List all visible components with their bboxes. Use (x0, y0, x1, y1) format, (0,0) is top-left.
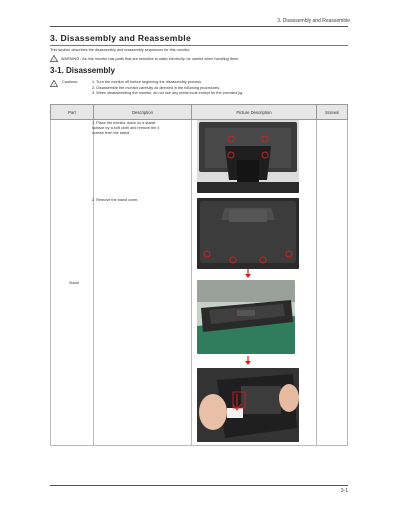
caution-item: 1. Turn the monitor off before beginning the disassembly process. (92, 80, 203, 84)
svg-text:!: ! (53, 56, 55, 62)
col-header-description: Description (94, 105, 192, 120)
step-1-text: 1. Place the monitor down on a stable surface by a soft cloth and remove the 4 screws from the stand. (92, 121, 160, 135)
page-number: 3-1 (340, 488, 348, 494)
caution-item: 3. When disassembling the monitor, do not use any metal tools except for the provided jig. (92, 91, 244, 96)
header-rule (50, 26, 348, 27)
cautions-block (50, 80, 243, 97)
arrow-down-icon (244, 269, 252, 279)
warning-icon (50, 55, 58, 62)
photo-stand-cover (197, 198, 299, 269)
photo-stand-screws (197, 120, 299, 193)
arrow-down-icon (244, 356, 252, 366)
screws-cell (317, 120, 348, 446)
step-2-text: 2. Remove the stand cover. (92, 198, 139, 202)
photo-monitor-on-bench (197, 280, 295, 354)
running-header: 3. Disassembly and Reassemble (277, 18, 350, 24)
warning-line (50, 55, 239, 62)
caution-item: 2. Disassemble the monitor carefully as directed in the following procedures. (92, 85, 221, 90)
part-cell: Stand (51, 120, 94, 446)
title-rule (50, 45, 348, 46)
photo-removing-cover (197, 368, 299, 442)
footer-rule (50, 485, 348, 486)
col-header-part: Part (51, 105, 94, 120)
warning-text: WARNING : As this monitor has parts that are sensitive to static electricity, be careful when handling them. (61, 56, 240, 61)
description-cell (94, 120, 192, 446)
cautions-list (92, 80, 243, 97)
subsection-title: 3-1. Disassembly (50, 66, 115, 75)
caution-icon (50, 80, 58, 87)
page-title: 3. Disassembly and Reassemble (50, 33, 192, 43)
col-header-picture: Picture Description (192, 105, 317, 120)
col-header-screws: Screws (317, 105, 348, 120)
cautions-label: Cautions: (62, 80, 79, 84)
svg-text:!: ! (53, 81, 55, 87)
intro-text: This section describes the disassembly and reassembly sequences for this monitor. (50, 48, 191, 52)
